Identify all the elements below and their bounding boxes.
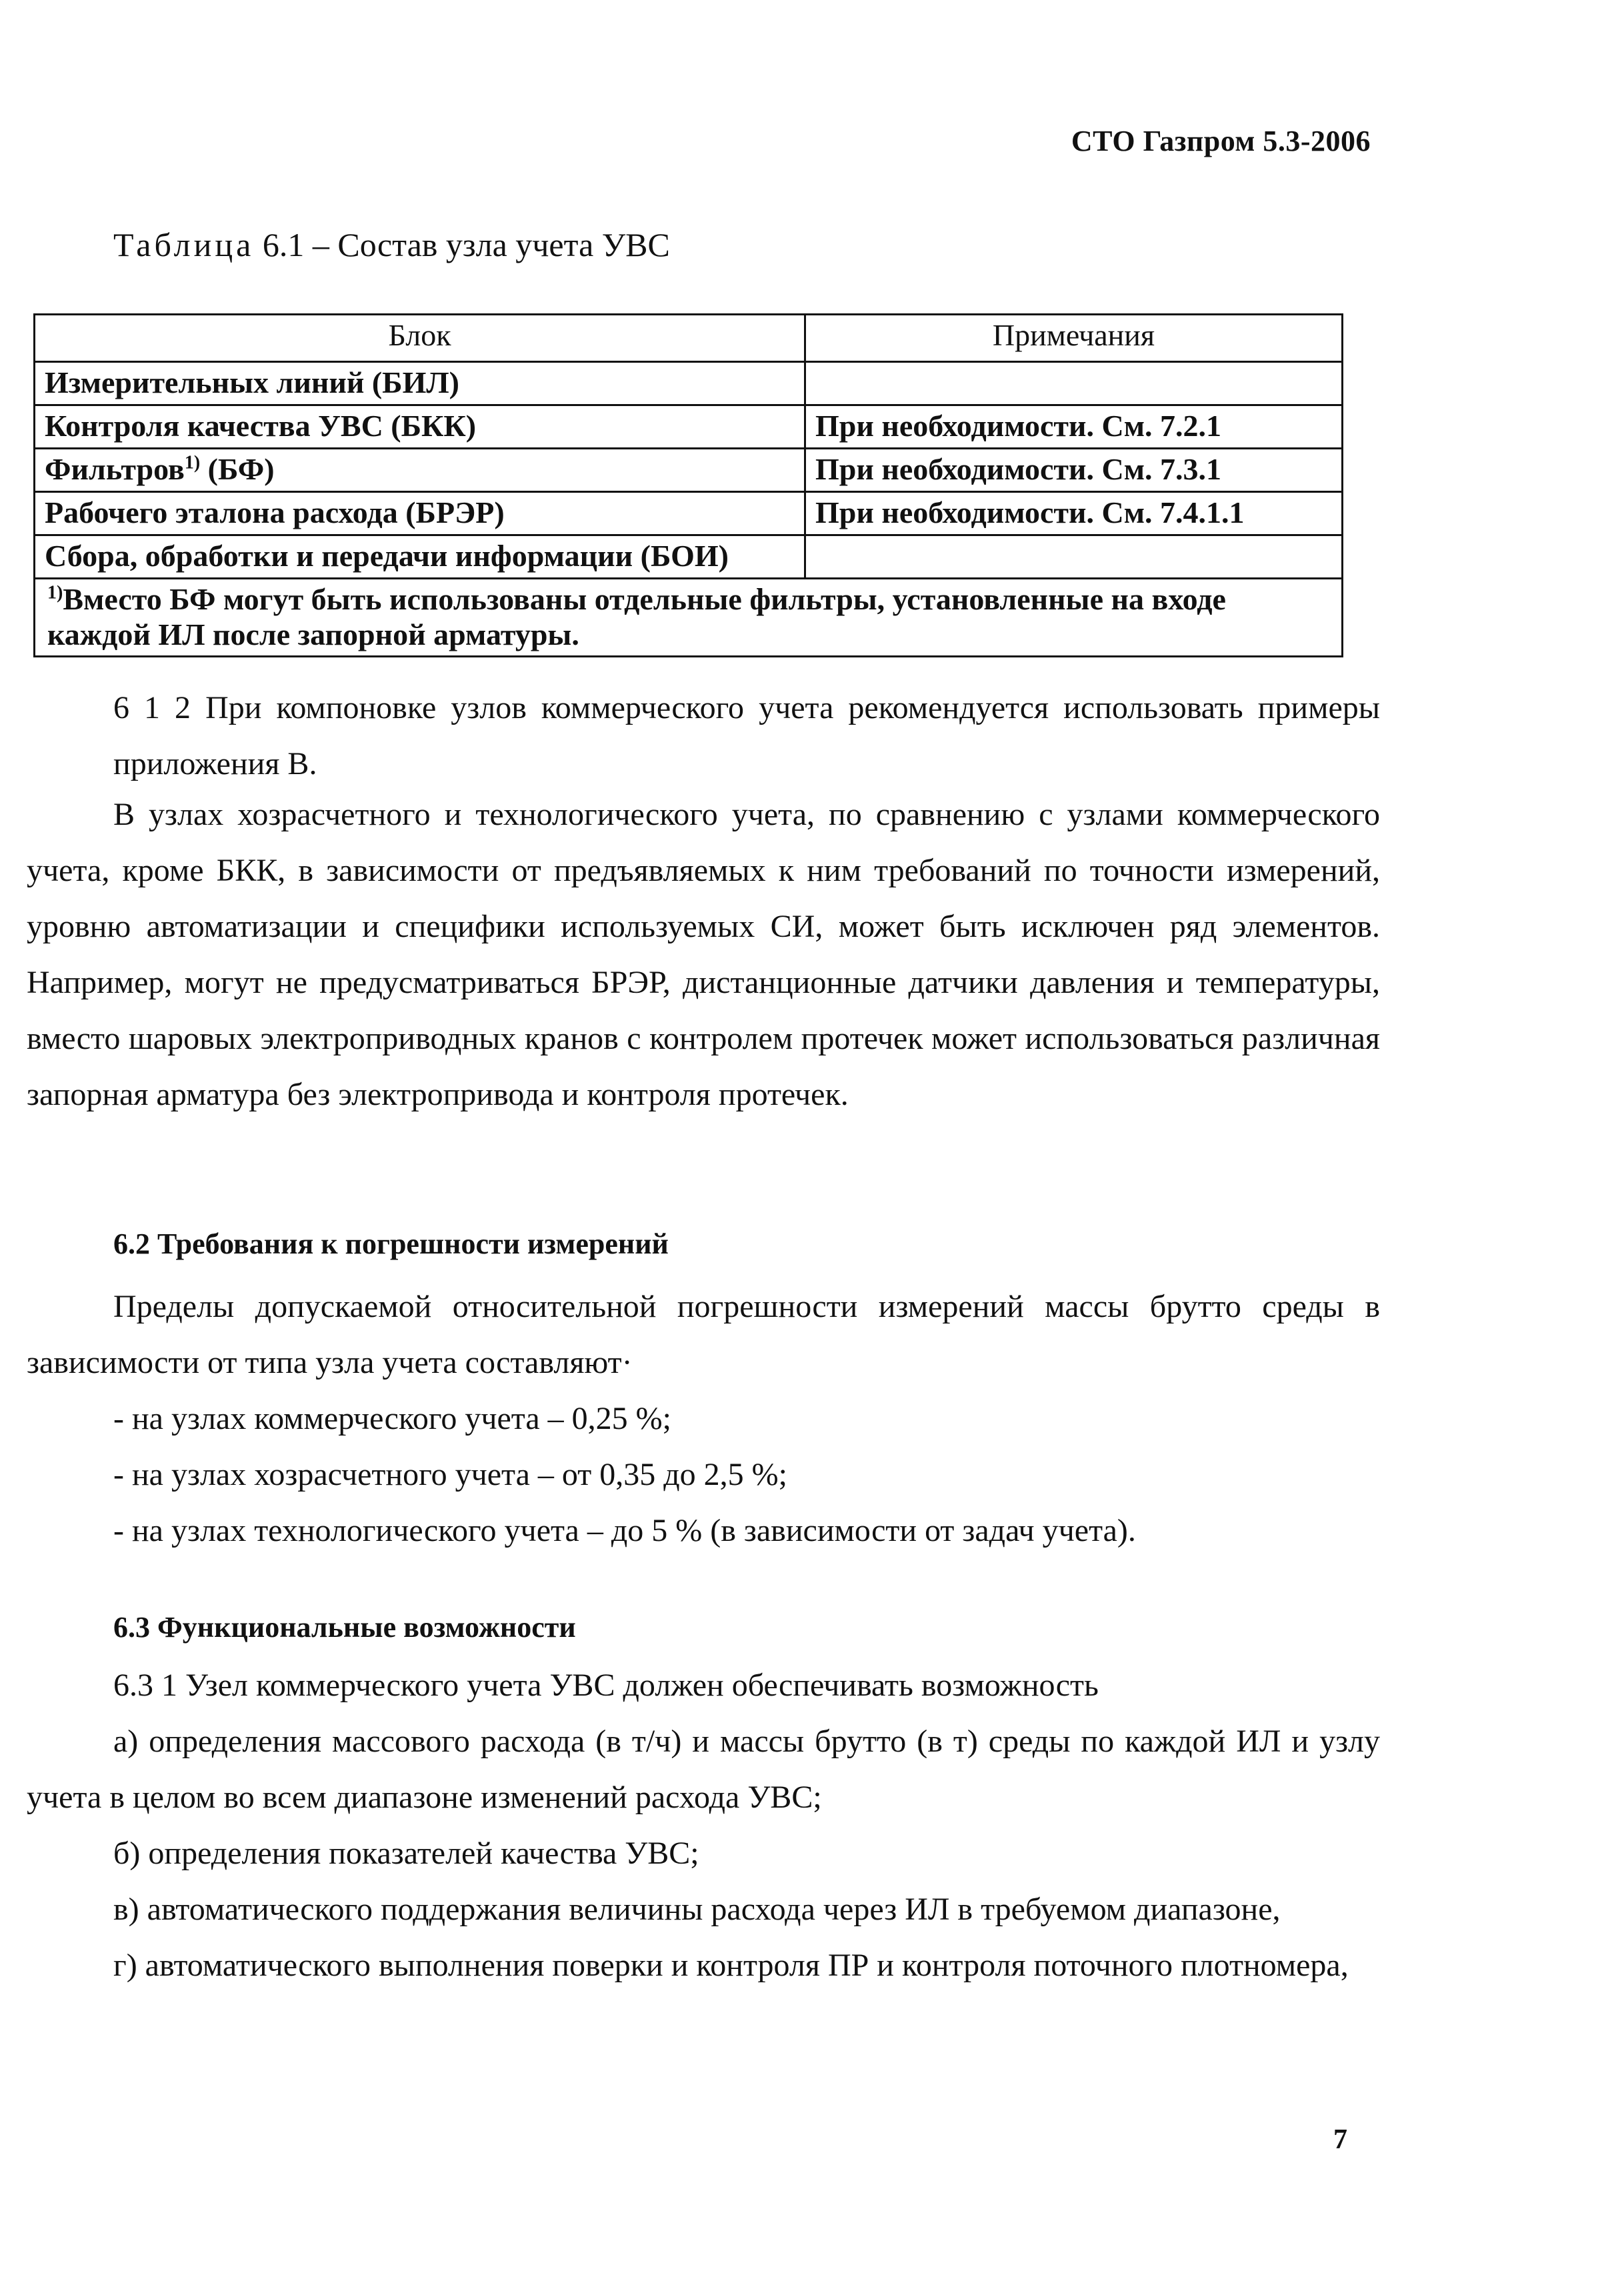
note-cell: При необходимости. См. 7.4.1.1 (805, 492, 1343, 535)
block-cell-abbrev: (БФ) (200, 452, 275, 486)
table-row (35, 492, 1343, 535)
block-cell: Рабочего эталона расхода (БРЭР) (35, 492, 805, 535)
section-heading-6-2: 6.2 Требования к погрешности измерений (113, 1228, 669, 1260)
block-cell (35, 449, 805, 492)
document-header: СТО Газпром 5.3-2006 (1071, 125, 1371, 157)
footnote-marker: 1) (47, 582, 63, 603)
list-item: а) определения массового расхода (в т/ч) и массы брутто (в т) среды по каждой ИЛ и узлу учета в целом во всем диапазоне изменений расхода УВС; (27, 1724, 1380, 1815)
table-header-row (35, 315, 1343, 362)
note-cell: При необходимости. См. 7.2.1 (805, 405, 1343, 449)
list-item: - на узлах технологического учета – до 5 % (в зависимости от задач учета). (113, 1513, 1136, 1548)
page-number: 7 (1333, 2124, 1347, 2155)
block-cell: Сбора, обработки и передачи информации (БОИ) (35, 535, 805, 579)
note-cell (805, 362, 1343, 405)
footnote-ref: 1) (184, 452, 201, 473)
list-item: г) автоматического выполнения поверки и контроля ПР и контроля поточного плотномера, (113, 1948, 1349, 1983)
table-caption (113, 225, 670, 264)
table-caption-label: Таблица (113, 226, 255, 263)
table-row (35, 535, 1343, 579)
paragraph-accounting-nodes: В узлах хозрасчетного и технологического учета, по сравнению с узлами коммерческого учета, кроме БКК, в зависимости от предъявляемых к ним требований по точности измерений, уровню автоматизации и специфики используемых СИ, может быть исключен ряд элементов. Например, могут не предусматриваться БРЭР, дистанционные датчики давления и температуры, вместо шаровых электроприводных кранов с контролем протечек может использоваться различная запорная арматура без электропривода и контроля протечек. (27, 797, 1380, 1112)
block-cell: Контроля качества УВС (БКК) (35, 405, 805, 449)
footnote-text: Вместо БФ могут быть использованы отдельные фильтры, установленные на входе каждой ИЛ после запорной арматуры. (47, 582, 1226, 651)
paragraph-6-2: Пределы допускаемой относительной погрешности измерений массы брутто среды в зависимости от типа узла учета составляют· (27, 1289, 1380, 1380)
table-footnote (35, 579, 1343, 657)
paragraph-6-3-1: 6.3 1 Узел коммерческого учета УВС должен обеспечивать возможность (113, 1668, 1099, 1703)
block-cell: Измерительных линий (БИЛ) (35, 362, 805, 405)
block-cell-text: Фильтров (45, 452, 185, 486)
paragraph-6-1-2: 6 1 2 При компоновке узлов коммерческого учета рекомендуется использовать примеры приложения В. (113, 690, 1380, 781)
note-cell (805, 535, 1343, 579)
composition-table (33, 313, 1343, 657)
section-heading-6-3: 6.3 Функциональные возможности (113, 1611, 576, 1644)
table-row (35, 362, 1343, 405)
table-footnote-row (35, 579, 1343, 657)
table-caption-text: 6.1 – Состав узла учета УВС (262, 226, 670, 263)
list-item: б) определения показателей качества УВС; (113, 1836, 699, 1871)
table-row (35, 405, 1343, 449)
table-row (35, 449, 1343, 492)
column-header-block: Блок (35, 315, 805, 362)
list-item: - на узлах хозрасчетного учета – от 0,35 до 2,5 %; (113, 1457, 787, 1492)
column-header-notes: Примечания (805, 315, 1343, 362)
list-item: - на узлах коммерческого учета – 0,25 %; (113, 1401, 671, 1436)
list-item: в) автоматического поддержания величины расхода через ИЛ в требуемом диапазоне, (113, 1892, 1281, 1927)
note-cell: При необходимости. См. 7.3.1 (805, 449, 1343, 492)
